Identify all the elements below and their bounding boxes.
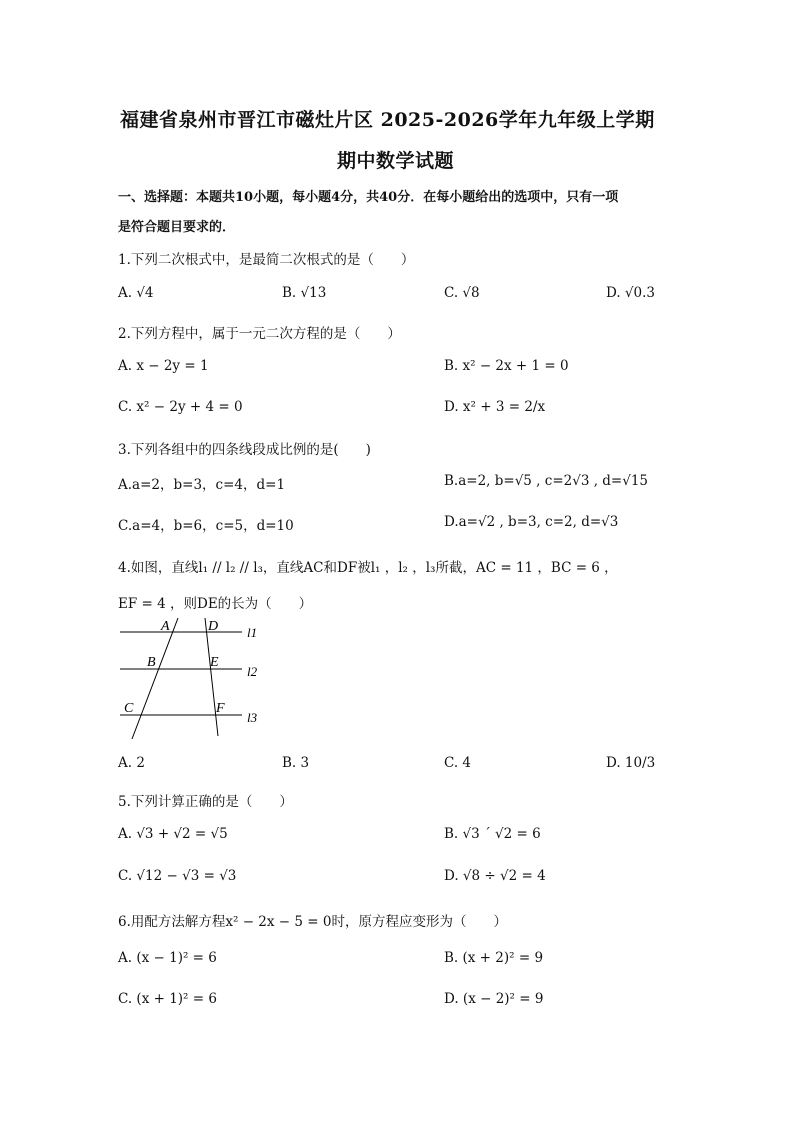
question-6-option-b: B. (x + 2)² = 9 <box>444 950 544 966</box>
question-1-option-d: D. √0.3 <box>606 285 655 301</box>
point-d-label: D <box>208 619 219 634</box>
line-l2-label: l2 <box>247 664 258 679</box>
question-3-option-a: A.a=2，b=3，c=4，d=1 <box>118 477 286 493</box>
question-3-stem: 3.下列各组中的四条线段成比例的是( ) <box>118 442 371 458</box>
point-b-label: B <box>147 655 156 670</box>
point-f-label: F <box>216 701 225 716</box>
question-3-option-d: D.a=√2 , b=3, c=2, d=√3 <box>444 514 619 530</box>
point-a-label: A <box>161 619 170 634</box>
line-df <box>205 618 218 736</box>
question-5-option-c: C. √12 − √3 = √3 <box>118 868 237 884</box>
question-1-stem: 1.下列二次根式中，是最简二次根式的是（ ） <box>118 252 415 268</box>
question-4-option-b: B. 3 <box>282 755 310 771</box>
question-3-option-b: B.a=2, b=√5 , c=2√3 , d=√15 <box>444 473 649 489</box>
title-line-2: 期中数学试题 <box>337 150 455 172</box>
point-e-label: E <box>210 655 219 670</box>
question-2-option-d: D. x² + 3 = 2/x <box>444 399 546 415</box>
question-4-stem-cont: EF = 4 ，则DE的长为（ ） <box>118 596 313 612</box>
section-header: 一、选择题：本题共10小题，每小题4分，共40分．在每小题给出的选项中，只有一项 <box>118 190 619 205</box>
question-5-stem: 5.下列计算正确的是（ ） <box>118 794 293 810</box>
title-line-1: 福建省泉州市晋江市磁灶片区 2025-2026学年九年级上学期 <box>120 109 655 131</box>
question-3-option-c: C.a=4，b=6，c=5，d=10 <box>118 518 294 534</box>
question-2-stem: 2.下列方程中，属于一元二次方程的是（ ） <box>118 326 401 342</box>
question-4-stem: 4.如图，直线l₁ // l₂ // l₃，直线AC和DF被l₁ ，l₂ ，l₃所截，AC = 11 ，BC = 6 ， <box>118 560 618 576</box>
question-5-option-d: D. √8 ÷ √2 = 4 <box>444 868 546 884</box>
question-1-option-a: A. √4 <box>118 285 154 301</box>
section-header-cont: 是符合题目要求的． <box>118 220 236 235</box>
question-6-option-c: C. (x + 1)² = 6 <box>118 991 217 1007</box>
question-4-option-d: D. 10/3 <box>606 755 656 771</box>
point-c-label: C <box>124 701 134 716</box>
question-2-option-a: A. x − 2y = 1 <box>118 358 209 374</box>
question-6-stem: 6.用配方法解方程x² − 2x − 5 = 0时，原方程应变形为（ ） <box>118 914 507 930</box>
line-l3-label: l3 <box>247 710 258 725</box>
question-2-option-b: B. x² − 2x + 1 = 0 <box>444 358 569 374</box>
parallel-lines-figure <box>110 612 280 742</box>
question-4-option-a: A. 2 <box>118 755 145 771</box>
question-5-option-a: A. √3 + √2 = √5 <box>118 826 228 842</box>
line-l1-label: l1 <box>247 625 258 640</box>
question-5-option-b: B. √3 ´ √2 = 6 <box>444 826 541 842</box>
question-4-option-c: C. 4 <box>444 755 472 771</box>
line-ac <box>132 618 178 739</box>
question-1-option-c: C. √8 <box>444 285 480 301</box>
question-2-option-c: C. x² − 2y + 4 = 0 <box>118 399 243 415</box>
question-6-option-a: A. (x − 1)² = 6 <box>118 950 217 966</box>
question-1-option-b: B. √13 <box>282 285 327 301</box>
question-6-option-d: D. (x − 2)² = 9 <box>444 991 544 1007</box>
